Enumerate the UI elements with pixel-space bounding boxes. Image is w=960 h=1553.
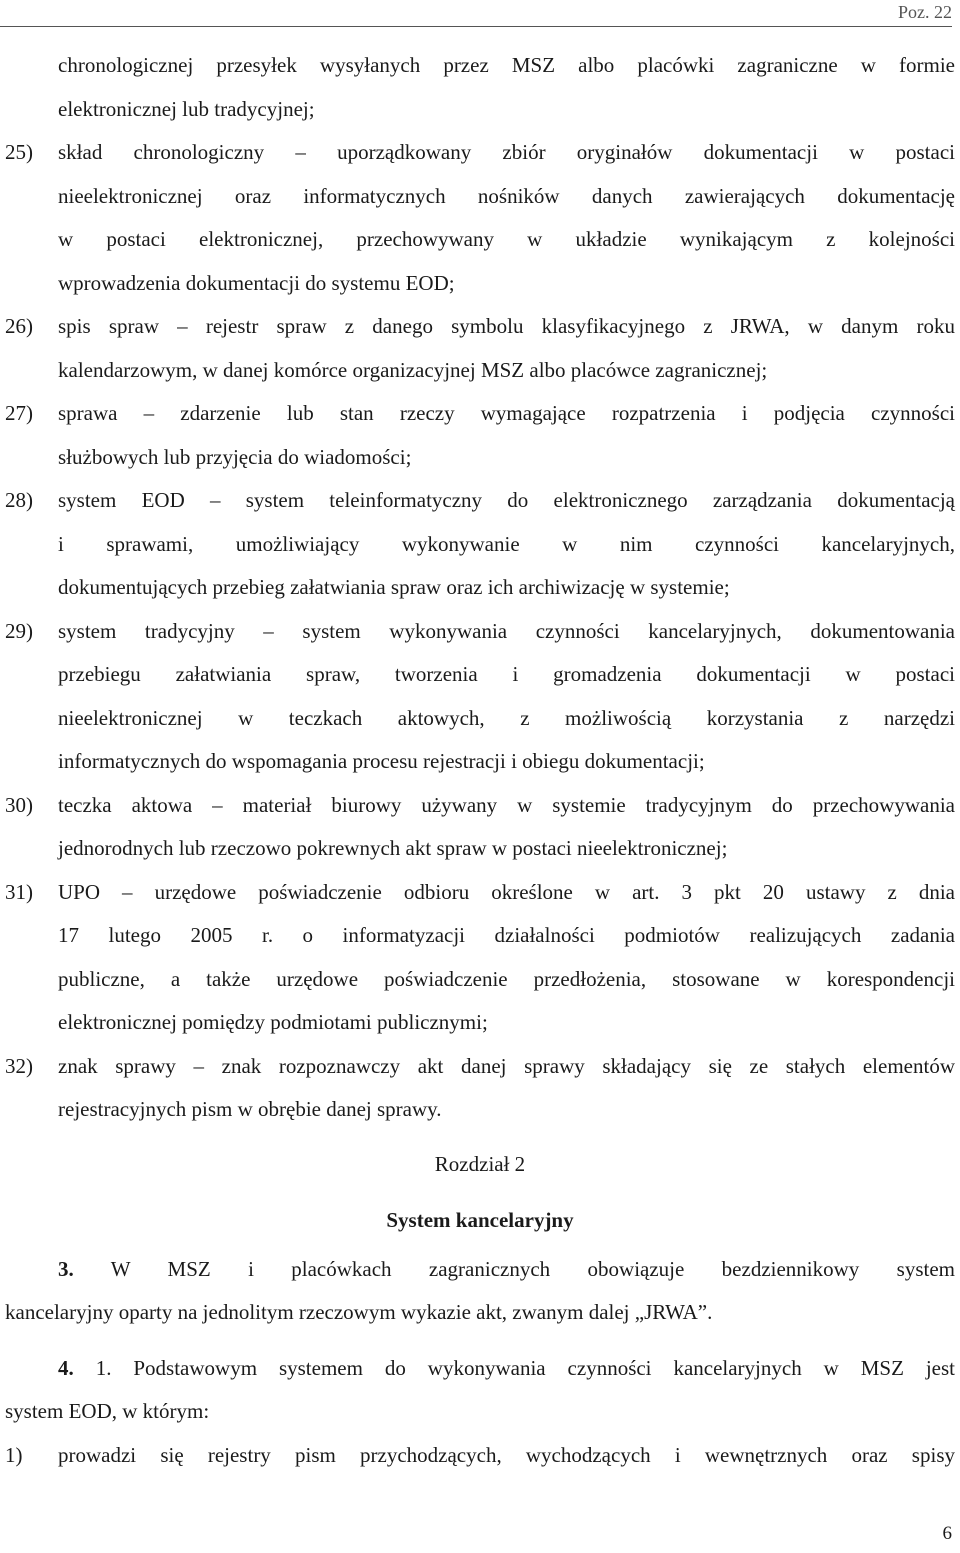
definition-text: system tradycyjny – system wykonywania czynności kancelaryjnych, dokumentowania [58,618,955,643]
paragraph-text: W MSZ i placówkach zagranicznych obowiązuje bezdziennikowy system [110,1256,955,1281]
definition-line: publiczne, a także urzędowe poświadczenie przedłożenia, stosowane w korespondencji [58,966,955,991]
definition-line: nieelektronicznej w teczkach aktowych, z możliwością korzystania z narzędzi [58,705,955,730]
definition-number: 26) [5,314,33,338]
definition-line: 17 lutego 2005 r. o informatyzacji działalności podmiotów realizujących zadania [58,923,955,947]
definition-line: przebiegu załatwiania spraw, tworzenia i gromadzenia dokumentacji w postaci [58,662,955,686]
definition-line: wprowadzenia dokumentacji do systemu EOD; [58,270,455,295]
paragraph-4-line: system EOD, w którym: [5,1399,210,1423]
definition-item [0,392,960,436]
definition-item [0,131,960,175]
document-body [0,44,960,1477]
definition-text: teczka aktowa – materiał biurowy używany w systemie tradycyjnym do przechowywania [58,792,955,817]
definition-line: dokumentujących przebieg załatwiania spraw oraz ich archiwizację w systemie; [58,575,730,599]
definition-line: elektronicznej pomiędzy podmiotami publicznymi; [58,1010,488,1034]
paragraph-4-line [0,1347,960,1391]
definition-line: elektronicznej lub tradycyjnej; [58,96,315,121]
definition-text: sprawa – zdarzenie lub stan rzeczy wymagające rozpatrzenia i podjęcia czynności [58,401,955,425]
definition-text: znak sprawy – znak rozpoznawczy akt danej sprawy składający się ze stałych elementów [58,1053,955,1078]
definition-item [0,1045,960,1089]
paragraph-3-line: kancelaryjny oparty na jednolitym rzeczowym wykazie akt, zwanym dalej „JRWA”. [5,1300,713,1324]
chapter-label: Rozdział 2 [434,1151,526,1176]
chapter-title: System kancelaryjny [386,1207,574,1232]
definition-number: 28) [5,488,33,512]
definition-number: 32) [5,1053,33,1078]
position-label: Poz. 22 [898,2,952,22]
definition-line: i sprawami, umożliwiający wykonywanie w nim czynności kancelaryjnych, [58,531,955,556]
definition-item [0,610,960,654]
paragraph-3-line [0,1248,960,1292]
definition-line: chronologicznej przesyłek wysyłanych przez MSZ albo placówki zagraniczne w formie [58,53,955,77]
definition-line: kalendarzowym, w danej komórce organizacyjnej MSZ albo placówce zagranicznej; [58,357,768,382]
list-item-number: 1) [5,1442,23,1467]
paragraph-text: 1. Podstawowym systemem do wykonywania czynności kancelaryjnych w MSZ jest [95,1355,956,1380]
definition-line: służbowych lub przyjęcia do wiadomości; [58,444,412,469]
definition-number: 31) [5,879,33,904]
list-item [0,1434,960,1478]
definition-number: 29) [5,618,33,643]
definition-text: UPO – urzędowe poświadczenie odbioru określone w art. 3 pkt 20 ustawy z dnia [58,879,955,904]
definition-item [0,784,960,828]
definition-item [0,305,960,349]
definition-number: 27) [5,401,33,425]
definition-line: rejestracyjnych pism w obrębie danej sprawy. [58,1097,442,1121]
definition-item [0,479,960,523]
definitions-list [0,131,960,1132]
definition-number: 30) [5,792,33,817]
definition-line: w postaci elektronicznej, przechowywany w układzie wynikającym z kolejności [58,227,955,251]
definition-text: system EOD – system teleinformatyczny do elektronicznego zarządzania dokumentacją [58,488,955,512]
paragraph-number: 4. [58,1355,74,1380]
page-number: 6 [942,1523,952,1544]
definition-line: jednorodnych lub rzeczowo pokrewnych akt spraw w postaci nieelektronicznej; [58,836,728,860]
list-item-text: prowadzi się rejestry pism przychodzących, wychodzących i wewnętrznych oraz spisy [58,1442,955,1467]
definition-text: skład chronologiczny – uporządkowany zbiór oryginałów dokumentacji w postaci [58,140,955,164]
paragraph-number: 3. [58,1256,74,1281]
definition-item [0,871,960,915]
definition-number: 25) [5,140,33,164]
definition-text: spis spraw – rejestr spraw z danego symbolu klasyfikacyjnego z JRWA, w danym roku [58,314,955,338]
definition-line: nieelektronicznej oraz informatycznych nośników danych zawierających dokumentację [58,183,955,208]
definition-line: informatycznych do wspomagania procesu rejestracji i obiegu dokumentacji; [58,749,705,773]
header-rule [0,26,952,27]
